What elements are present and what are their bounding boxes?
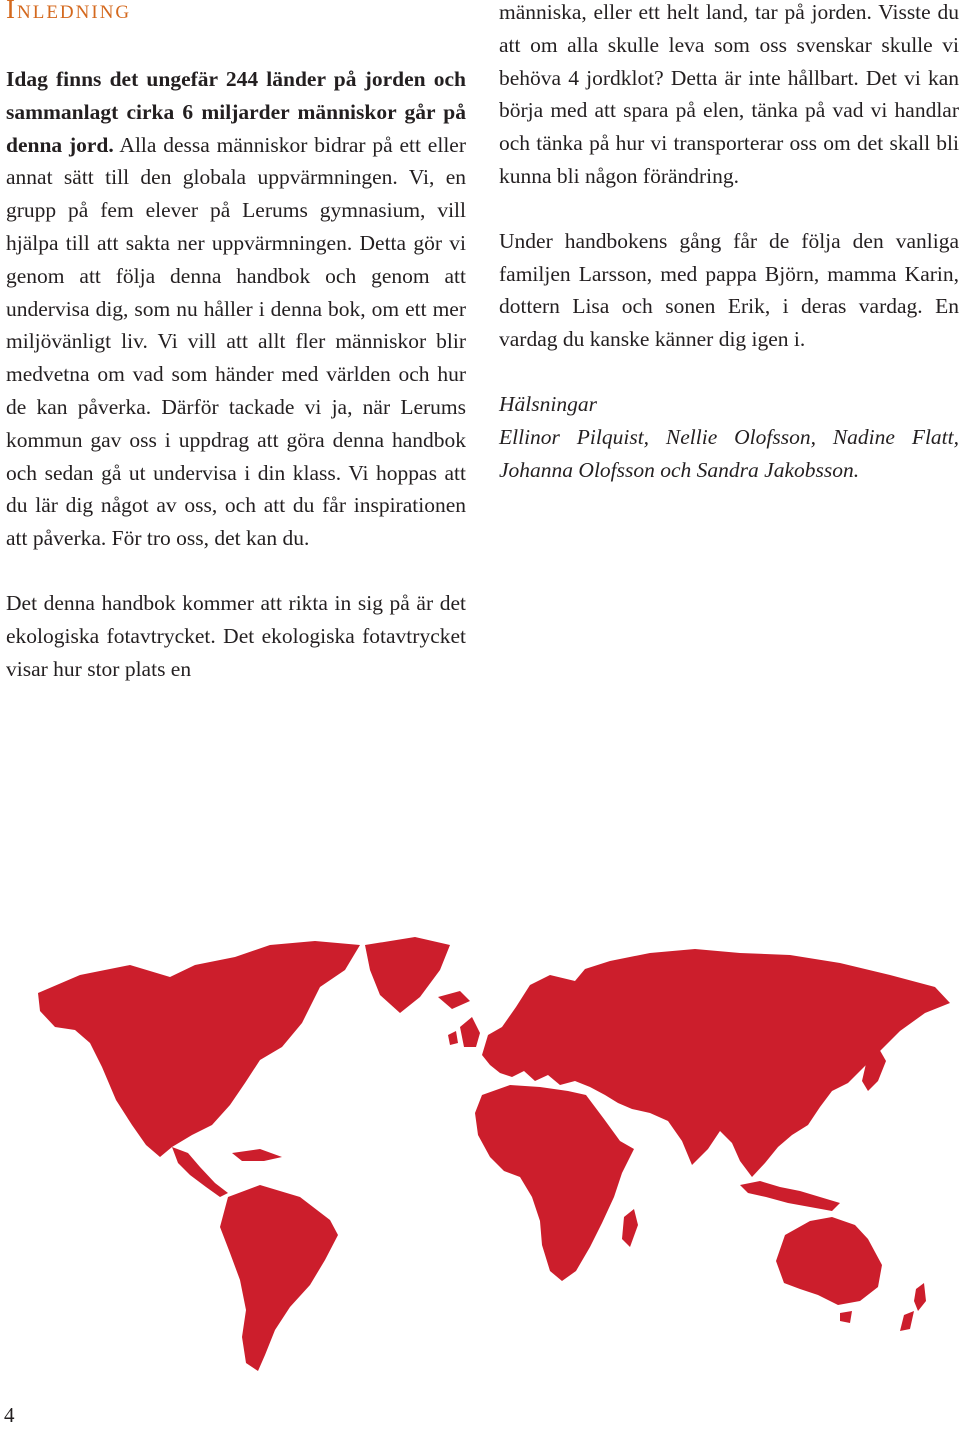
africa-shape — [475, 1085, 634, 1281]
footprint-paragraph: Det denna handbok kommer att rikta in sig på är det ekologiska fotavtrycket. Det ekologiska fotavtrycket visar hur stor plats en — [6, 590, 466, 681]
intro-paragraph — [6, 63, 466, 555]
page-number: 4 — [4, 1403, 15, 1427]
caribbean-shape — [232, 1149, 282, 1161]
central-america-shape — [172, 1147, 228, 1197]
world-map-illustration — [20, 935, 955, 1375]
british-isles-shape — [448, 1017, 480, 1047]
intro-bold-lead: Idag finns det ungefär 244 länder på jorden och sammanlagt cirka 6 miljarder människor går på denna jord. — [6, 67, 466, 157]
left-column — [6, 63, 466, 685]
australia-shape — [776, 1217, 882, 1305]
right-column — [499, 0, 959, 486]
family-paragraph: Under handbokens gång får de följa den vanliga familjen Larsson, med pappa Björn, mamma Karin, dottern Lisa och sonen Erik, i deras vardag. En vardag du kanske känner dig igen i. — [499, 228, 959, 352]
greeting: Hälsningar — [499, 391, 597, 416]
north-america-shape — [38, 941, 360, 1157]
south-america-shape — [220, 1185, 338, 1371]
section-heading: Inledning — [6, 0, 132, 24]
intro-body: Alla dessa människor bidrar på ett eller annat sätt till den globala uppvärmningen. Vi, en grupp på fem elever på Lerums gymnasium, vill hjälpa till att sakta ner uppvärmningen. Detta gör vi genom att följa denna handbok och genom att undervisa dig, som nu håller i denna bok, om ett mer miljövänligt liv. Vi vill att allt fler människor blir medvetna om vad som händer med världen och hur de kan påverka. Därför tackade vi ja, när Lerums kommun gav oss i uppdrag att göra denna handbok och sedan gå ut undervisa i din klass. Vi hoppas att du lär dig något av oss, och att du får inspirationen att påverka. För tro oss, det kan du. — [6, 132, 466, 551]
footprint-continued-paragraph: människa, eller ett helt land, tar på jorden. Visste du att om alla skulle leva som oss svenskar skulle vi behöva 4 jordklot? Detta är inte hållbart. Det vi kan börja med att spara på elen, tänka på vad vi handlar och tänka på hur vi transporterar oss om det skall bli kunna bli någon förändring. — [499, 0, 959, 188]
signatures: Ellinor Pilquist, Nellie Olofsson, Nadine Flatt, Johanna Olofsson och Sandra Jakobsson. — [499, 424, 959, 482]
madagascar-shape — [622, 1209, 638, 1247]
indonesia-shape — [740, 1181, 840, 1211]
greenland-shape — [365, 937, 450, 1013]
tasmania-shape — [840, 1311, 852, 1323]
new-zealand-shape — [900, 1283, 926, 1331]
iceland-shape — [438, 991, 470, 1009]
